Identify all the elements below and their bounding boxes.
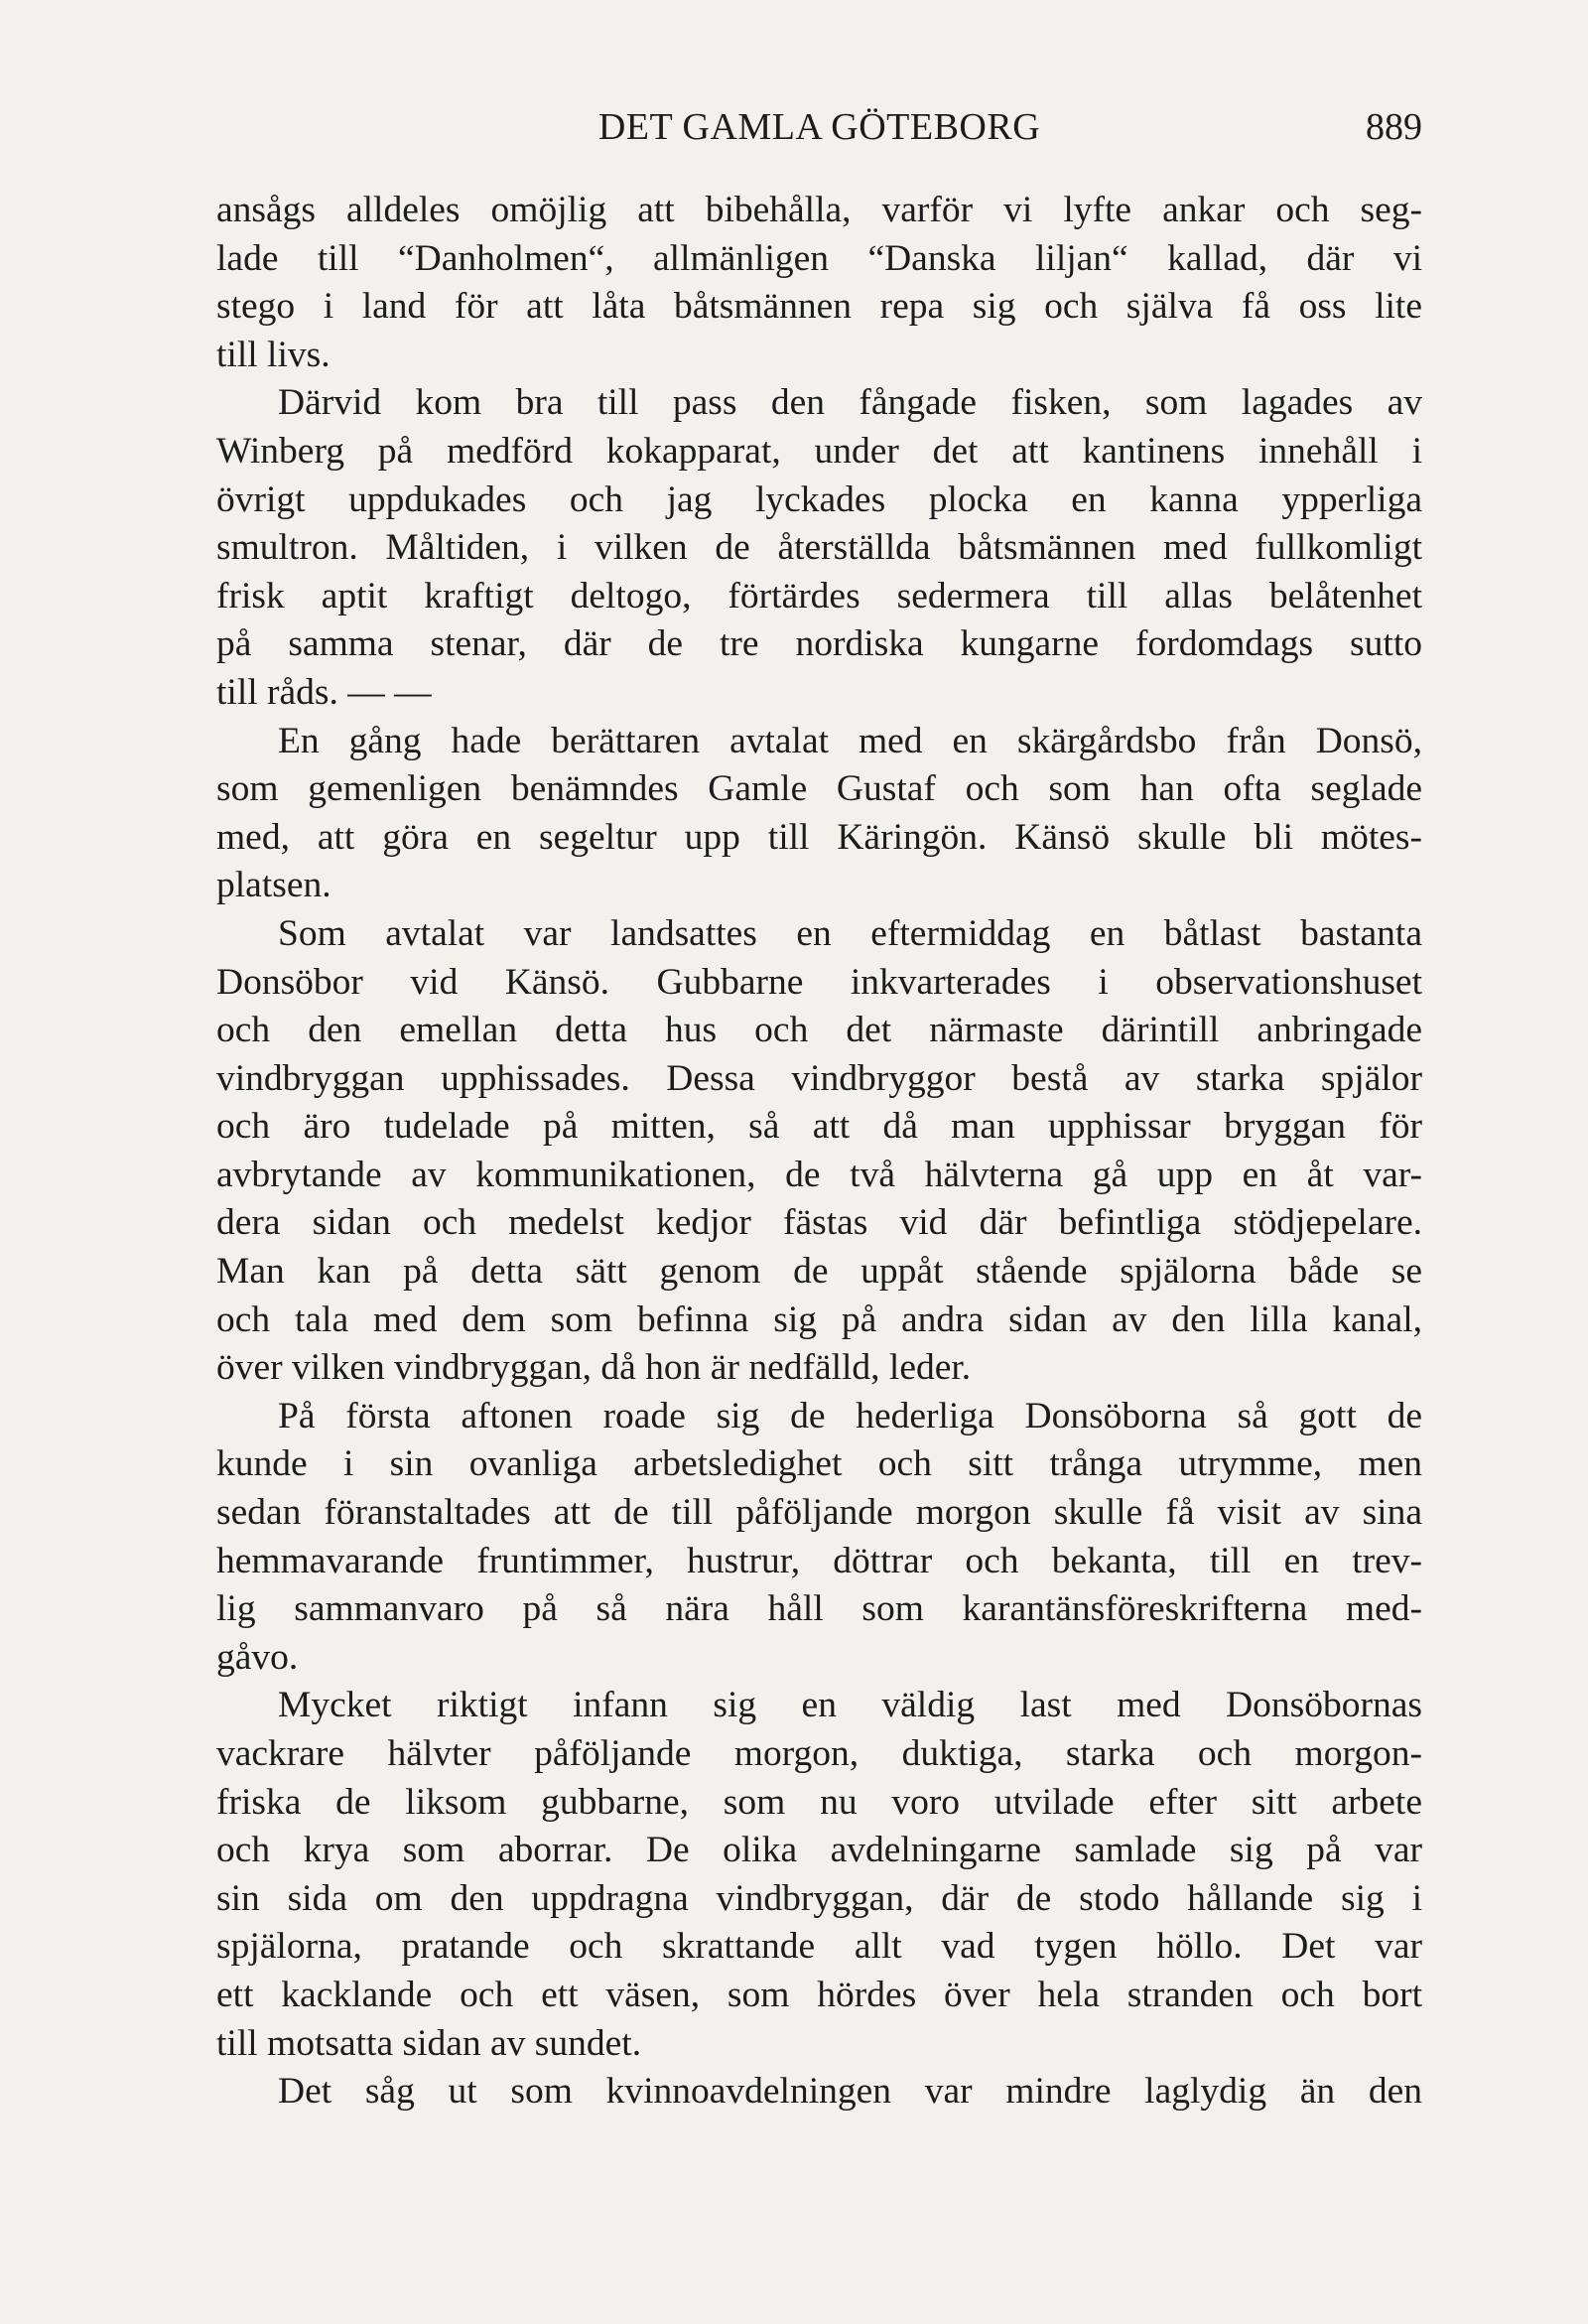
text-line: friska de liksom gubbarne, som nu voro utvilade efter sitt arbete [216, 1781, 1422, 1823]
text-line: Winberg på medförd kokapparat, under det att kantinens innehåll i [216, 430, 1422, 472]
text-line: som gemenligen benämndes Gamle Gustaf och som han ofta seglade [216, 768, 1422, 810]
paragraph [216, 187, 1422, 379]
running-title: DET GAMLA GÖTEBORG [597, 106, 1041, 148]
text-line: lade till “Danholmen“, allmänligen “Danska liljan“ kallad, där vi [216, 237, 1422, 279]
text-line: övrigt uppdukades och jag lyckades plocka en kanna ypperliga [216, 478, 1422, 520]
text-line: och den emellan detta hus och det närmaste därintill anbringade [216, 1010, 1422, 1051]
text-line: smultron. Måltiden, i vilken de återställda båtsmännen med fullkomligt [216, 527, 1422, 569]
text-line: vindbryggan upphissades. Dessa vindbryggor bestå av starka spjälor [216, 1057, 1422, 1099]
text-line: kunde i sin ovanliga arbetsledighet och sitt trånga utrymme, men [216, 1443, 1422, 1485]
text-line: Det såg ut som kvinnoavdelningen var mindre laglydig än den [278, 2071, 1422, 2113]
text-line: lig sammanvaro på så nära håll som karantänsföreskrifterna med- [216, 1588, 1422, 1630]
text-line: och äro tudelade på mitten, så att då man upphissar bryggan för [216, 1106, 1422, 1148]
text-line: På första aftonen roade sig de hederliga Donsöborna så gott de [278, 1395, 1422, 1436]
text-line: frisk aptit kraftigt deltogo, förtärdes sedermera till allas belåtenhet [216, 575, 1422, 616]
paragraph [216, 379, 1422, 717]
text-line: sedan föranstaltades att de till påföljande morgon skulle få visit av sina [216, 1492, 1422, 1534]
text-line: på samma stenar, där de tre nordiska kungarne fordomdags sutto [216, 623, 1422, 665]
text-line: till motsatta sidan av sundet. [216, 2022, 642, 2064]
text-line: platsen. [216, 865, 331, 906]
paragraph [216, 910, 1422, 1393]
text-line: Mycket riktigt infann sig en väldig last med Donsöbornas [278, 1685, 1422, 1726]
text-line: till livs. [216, 334, 331, 375]
text-line: spjälorna, pratande och skrattande allt vad tygen höllo. Det var [216, 1926, 1422, 1968]
paragraph [216, 1393, 1422, 1683]
text-line: vackrare hälvter påföljande morgon, duktiga, starka och morgon- [216, 1733, 1422, 1774]
text-line: och tala med dem som befinna sig på andra sidan av den lilla kanal, [216, 1299, 1422, 1340]
text-line: En gång hade berättaren avtalat med en skärgårdsbo från Donsö, [278, 720, 1422, 761]
body-text [216, 187, 1422, 2117]
paragraph [216, 1682, 1422, 2068]
text-line: till råds. — — [216, 671, 432, 713]
text-line: dera sidan och medelst kedjor fästas vid där befintliga stödjepelare. [216, 1202, 1422, 1244]
text-line: över vilken vindbryggan, då hon är nedfälld, leder. [216, 1347, 972, 1389]
text-line: gåvo. [216, 1636, 299, 1678]
paragraph [216, 718, 1422, 910]
text-line: hemmavarande fruntimmer, hustrur, döttrar och bekanta, till en trev- [216, 1540, 1422, 1581]
text-line: avbrytande av kommunikationen, de två hälvterna gå upp en åt var- [216, 1154, 1422, 1195]
text-line: Därvid kom bra till pass den fångade fisken, som lagades av [278, 382, 1422, 424]
text-line: sin sida om den uppdragna vindbryggan, där de stodo hållande sig i [216, 1877, 1422, 1919]
text-line: Man kan på detta sätt genom de uppåt stående spjälorna både se [216, 1251, 1422, 1293]
text-line: och krya som aborrar. De olika avdelningarne samlade sig på var [216, 1830, 1422, 1871]
text-line: ansågs alldeles omöjlig att bibehålla, varför vi lyfte ankar och seg- [216, 190, 1422, 230]
text-line: stego i land för att låta båtsmännen repa sig och själva få oss lite [216, 286, 1422, 328]
text-line: Som avtalat var landsattes en eftermiddag en båtlast bastanta [278, 912, 1422, 954]
running-head [216, 101, 1422, 153]
text-line: ett kacklande och ett väsen, som hördes över hela stranden och bort [216, 1974, 1422, 2015]
page-number: 889 [1366, 106, 1422, 148]
paragraph [216, 2068, 1422, 2117]
text-line: Donsöbor vid Känsö. Gubbarne inkvarterades i observationshuset [216, 961, 1422, 1003]
text-line: med, att göra en segeltur upp till Käringön. Känsö skulle bli mötes- [216, 816, 1422, 858]
